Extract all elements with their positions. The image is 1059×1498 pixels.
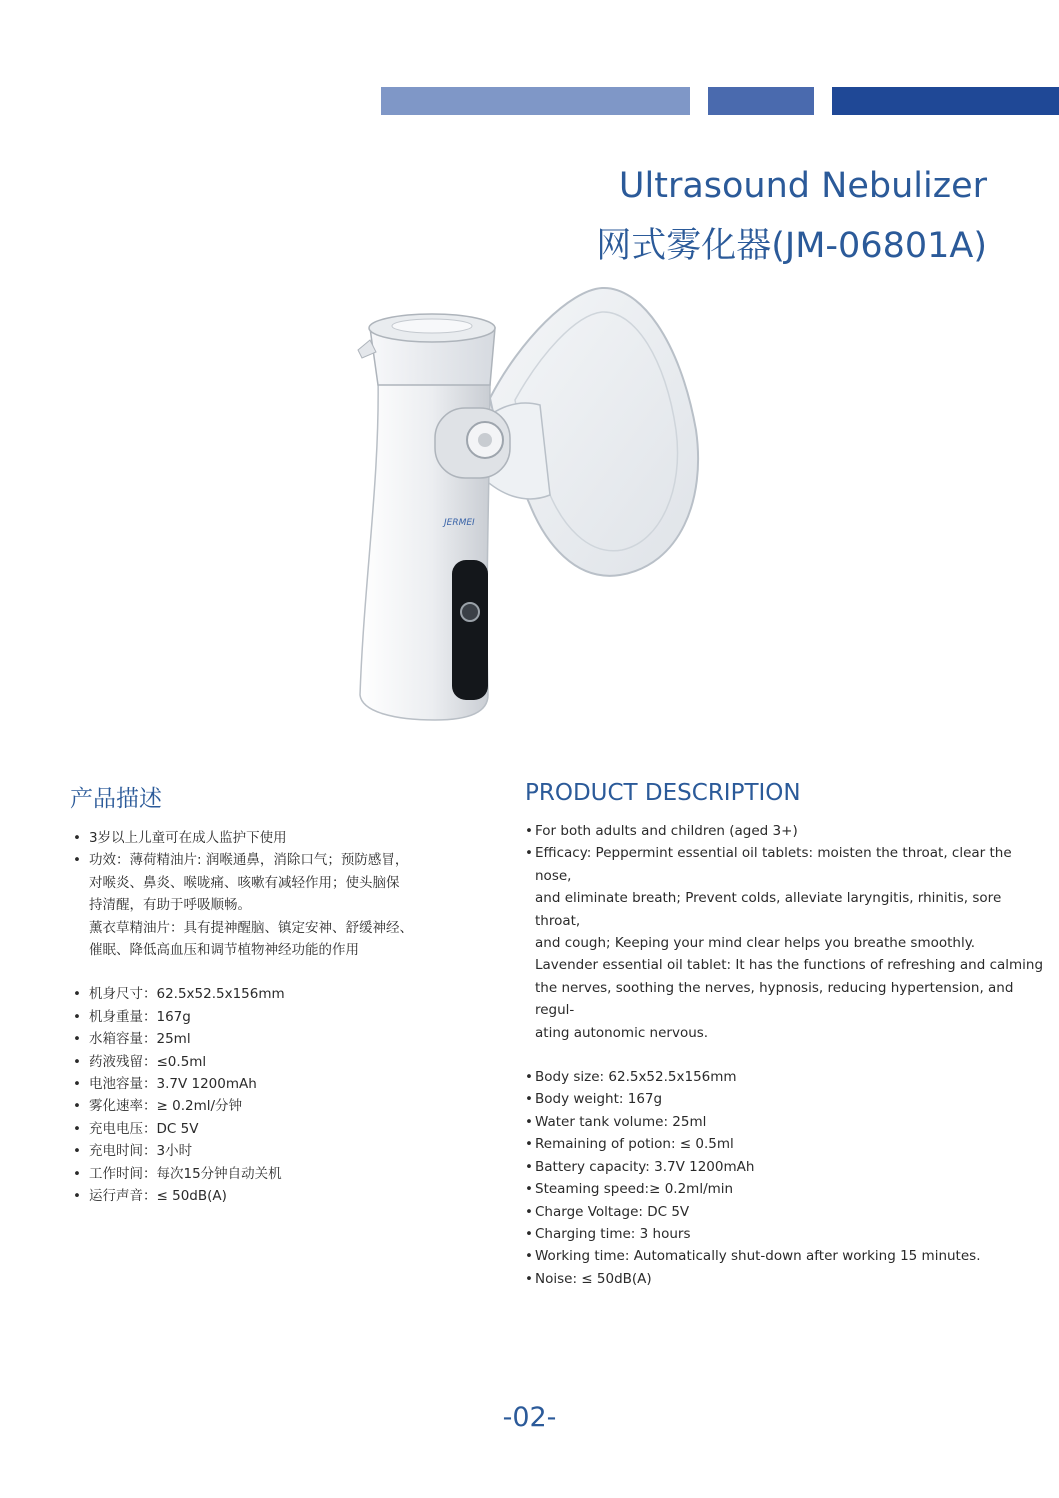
mask-connector [435, 408, 510, 478]
header-bar-dark [832, 87, 1059, 115]
list-item: • Working time: Automatically shut-down after working 15 minutes. [525, 1248, 981, 1265]
list-item: • Water tank volume: 25ml [525, 1113, 707, 1130]
chinese-description-column [70, 780, 470, 1208]
list-item: • 电池容量：3.7V 1200mAh [73, 1076, 257, 1093]
list-item: • 水箱容量：25ml [73, 1031, 191, 1048]
list-item: • Body size: 62.5x52.5x156mm [525, 1069, 737, 1086]
medicine-cup [358, 314, 495, 385]
product-title-english: Ultrasound Nebulizer [618, 166, 987, 206]
list-item: • 工作时间：每次15分钟自动关机 [73, 1165, 282, 1182]
list-item: • 机身重量：167g [73, 1008, 191, 1025]
list-item: • 运行声音：≤ 50dB(A) [73, 1188, 227, 1205]
product-title-chinese: 网式雾化器(JM-06801A) [596, 226, 987, 266]
list-item: • Battery capacity: 3.7V 1200mAh [525, 1158, 755, 1175]
list-item: • Remaining of potion: ≤ 0.5ml [525, 1136, 734, 1153]
list-item: • Steaming speed:≥ 0.2ml/min [525, 1181, 734, 1198]
english-description-column [525, 780, 1045, 1290]
list-item: • Noise: ≤ 50dB(A) [525, 1270, 652, 1287]
list-item: • Efficacy: Peppermint essential oil tablets: moisten the throat, clear the nose, and eliminate breath; Prevent colds, alleviate laryngitis, rhinitis, sore throat, and cough; Keeping your mind clear helps you breathe smoothly. Lavender essential oil tablet: It has the functions of refreshing and calming the nerves, soothing the nerves, hypnosis, reducing hypertension, and regul- ating autonomic nervous. [525, 845, 1044, 1041]
list-item: • Body weight: 167g [525, 1091, 663, 1108]
page-number: -02- [502, 1402, 557, 1433]
chinese-section-heading: 产品描述 [70, 786, 162, 812]
list-item: • 充电时间：3小时 [73, 1143, 193, 1160]
english-spec-list [525, 1066, 1045, 1290]
chinese-spec-list [70, 983, 470, 1207]
list-item: • Charging time: 3 hours [525, 1225, 691, 1242]
header-bar-light [381, 87, 690, 115]
list-item: • 充电电压：DC 5V [73, 1120, 199, 1137]
list-item: • 机身尺寸：62.5x52.5x156mm [73, 986, 285, 1003]
list-item: • 3岁以上儿童可在成人监护下使用 [73, 830, 287, 846]
list-item: • Charge Voltage: DC 5V [525, 1203, 690, 1220]
header-bar-medium [708, 87, 814, 115]
english-section-heading: PRODUCT DESCRIPTION [525, 780, 801, 806]
nebulizer-product-image [340, 280, 720, 730]
chinese-feature-list [70, 827, 470, 961]
list-item: • 药液残留：≤0.5ml [73, 1053, 207, 1070]
english-feature-list [525, 820, 1045, 1044]
brand-label: JERMEI [444, 518, 475, 528]
list-item: • 雾化速率：≥ 0.2ml/分钟 [73, 1098, 243, 1115]
list-item: • For both adults and children (aged 3+) [525, 823, 798, 839]
list-item: • 功效：薄荷精油片: 润喉通鼻，消除口气；预防感冒， 对喉炎、鼻炎、喉咙痛、咳嗽有减轻作用；使头脑保 持清醒，有助于呼吸顺畅。 薰衣草精油片：具有提神醒脑、镇定安神、舒缓神经、 催眠、降低高血压和调节植物神经功能的作用 [73, 852, 413, 959]
